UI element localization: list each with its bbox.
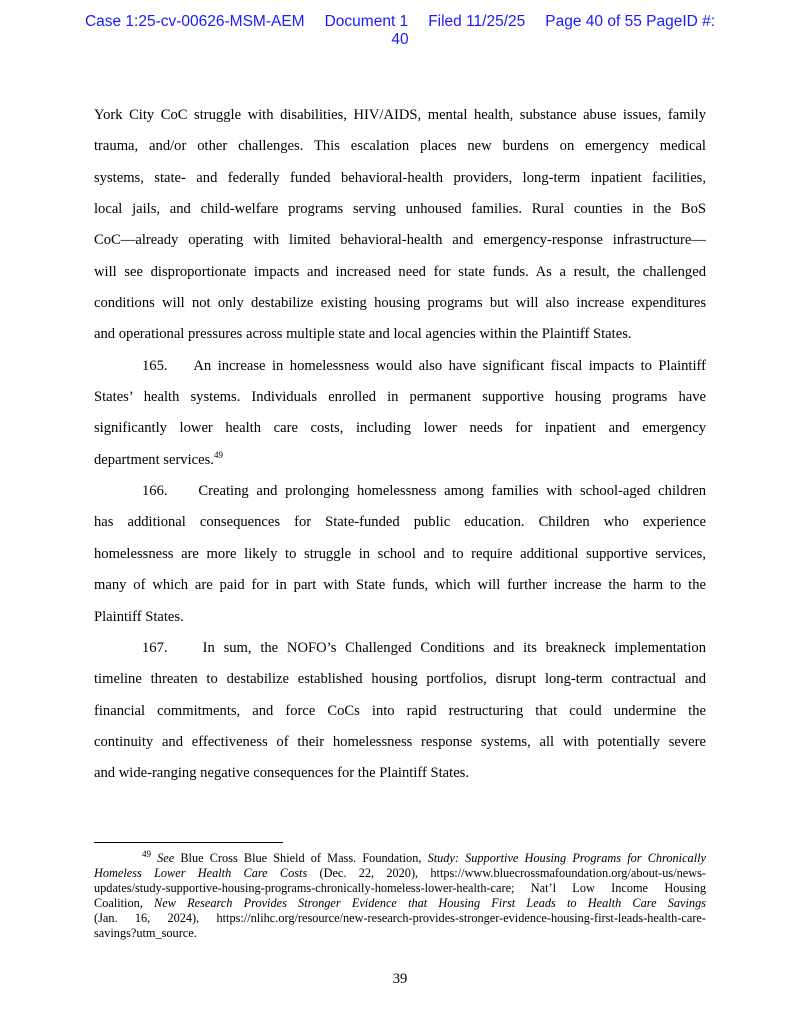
text-line: York City CoC struggle with disabilities, HIV/AIDS, mental health, substance abuse issues, family — [94, 107, 706, 123]
paragraph-continued — [94, 104, 706, 355]
text-line: many of which are paid for in part with State funds, which will further increase the harm to the — [94, 577, 706, 594]
text-line: States’ health systems. Individuals enrolled in permanent supportive housing programs have — [94, 389, 706, 406]
footnote-line — [94, 896, 706, 911]
paragraph-165 — [94, 355, 706, 480]
footnote-line — [94, 848, 706, 866]
footnote-line[interactable]: savings?utm_source. — [94, 926, 197, 941]
text-line: 165. An increase in homelessness would also have significant fiscal impacts to Plaintiff — [142, 357, 706, 374]
citation-title: Homeless Lower Health Care Costs — [94, 866, 308, 881]
text-line: has additional consequences for State-funded public education. Children who experience — [94, 514, 706, 531]
text-line: continuity and effectiveness of their homelessness response systems, all with potentially severe — [94, 733, 706, 750]
text-line — [94, 449, 706, 480]
text-line: systems, state- and federally funded behavioral-health providers, long-term inpatient facilities, — [94, 169, 706, 186]
paragraph-167 — [94, 637, 706, 794]
footnote-number: 49 — [142, 848, 151, 859]
case-number: Case 1:25-cv-00626-MSM-AEM — [84, 13, 305, 30]
footnote-line[interactable]: (Jan. 16, 2024), https://nlihc.org/resource/new-research-provides-stronger-evidence-housing-first-leads-health-care- — [94, 911, 706, 926]
footnote-49 — [94, 848, 707, 942]
citation-title: New Research Provides Stronger Evidence that Housing First Leads to Health Care Savings — [154, 896, 707, 911]
page-info: Page 40 of 55 PageID #: — [545, 13, 716, 30]
citation-title: Study: Supportive Housing Programs for Chronically — [427, 851, 706, 865]
paragraph-166 — [94, 480, 706, 637]
text-span: Coalition, — [94, 896, 155, 911]
text-span: department services. — [94, 451, 214, 468]
text-line: financial commitments, and force CoCs into rapid restructuring that could undermine the — [94, 702, 706, 719]
footnote-ref[interactable]: 49 — [213, 449, 223, 460]
footnote-line: updates/study-supportive-housing-programs-chronically-homeless-lower-health-care; Nat’l Low Income Housing — [94, 881, 706, 896]
text-line: and wide-ranging negative consequences for the Plaintiff States. — [94, 765, 469, 782]
text-line: 167. In sum, the NOFO’s Challenged Conditions and its breakneck implementation — [142, 639, 706, 656]
footnote-divider — [94, 842, 283, 843]
case-header — [0, 13, 800, 49]
text-line: local jails, and child-welfare programs serving unhoused families. Rural counties in the BoS — [94, 201, 706, 218]
text-line: timeline threaten to destabilize established housing portfolios, disrupt long-term contractual and — [94, 671, 706, 688]
text-line: conditions will not only destabilize existing housing programs but will also increase expenditures — [94, 295, 706, 312]
text-line: significantly lower health care costs, including lower needs for inpatient and emergency — [94, 420, 706, 437]
text-span: Blue Cross Blue Shield of Mass. Foundation, — [174, 851, 428, 865]
page-number: 39 — [392, 971, 408, 987]
document-number: Document 1 — [324, 13, 409, 30]
text-line: homelessness are more likely to struggle in school and to require additional supportive services, — [94, 545, 706, 562]
signal-see: See — [157, 851, 175, 865]
document-body — [94, 104, 706, 794]
text-line: trauma, and/or other challenges. This escalation places new burdens on emergency medical — [94, 138, 706, 155]
citation-link[interactable]: (Dec. 22, 2020), https://www.bluecrossmafoundation.org/about-us/news- — [307, 866, 706, 881]
page-id: 40 — [391, 31, 409, 48]
text-line: will see disproportionate impacts and increased need for state funds. As a result, the challenged — [94, 263, 706, 280]
text-line: 166. Creating and prolonging homelessness among families with school-aged children — [142, 483, 706, 500]
text-line: CoC—already operating with limited behavioral-health and emergency-response infrastructure— — [94, 232, 706, 249]
text-line: and operational pressures across multiple state and local agencies within the Plaintiff States. — [94, 326, 632, 343]
footnote-line — [94, 866, 706, 881]
filed-date: Filed 11/25/25 — [428, 13, 526, 30]
text-line: Plaintiff States. — [94, 608, 184, 625]
